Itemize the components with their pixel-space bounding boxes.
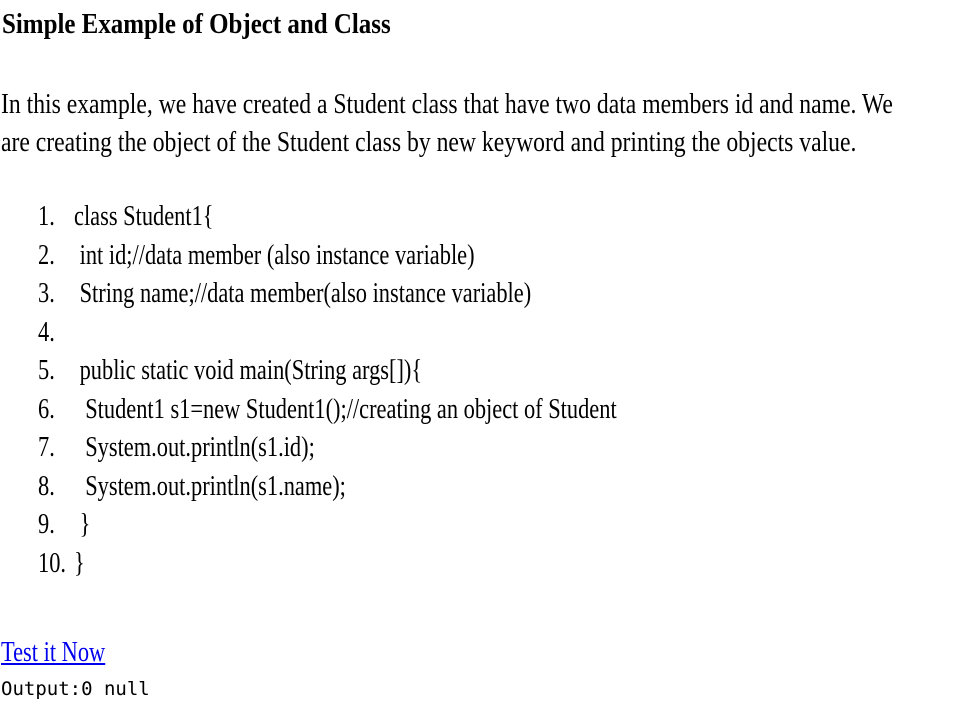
- page-title: Simple Example of Object and Class: [2, 8, 391, 40]
- line-number: 10.: [38, 547, 66, 579]
- line-number: 2.: [38, 239, 55, 271]
- line-number: 1.: [38, 201, 55, 232]
- code-line: [0, 314, 55, 353]
- test-it-now-link[interactable]: Test it Now: [1, 637, 106, 668]
- code-text: }: [74, 509, 91, 540]
- code-line: [0, 468, 346, 507]
- code-text: String name;//data member(also instance variable): [74, 278, 532, 309]
- code-line: [0, 391, 617, 430]
- code-text: class Student1{: [74, 201, 214, 232]
- code-line: [0, 545, 85, 584]
- code-text: System.out.println(s1.id);: [74, 432, 315, 463]
- intro-paragraph: In this example, we have created a Student class that have two data members id and name. We are creating the object of the Student class by new keyword and printing the objects value.: [1, 89, 893, 158]
- code-line: [0, 506, 91, 545]
- line-number: 6.: [38, 393, 55, 425]
- code-listing: [0, 198, 617, 583]
- line-number: 7.: [38, 432, 55, 463]
- line-number: 4.: [38, 316, 55, 348]
- line-number: 9.: [38, 509, 55, 540]
- code-line: [0, 198, 214, 237]
- code-line: [0, 275, 532, 314]
- output-text: Output:0 null: [1, 678, 150, 700]
- code-text: System.out.println(s1.name);: [74, 470, 346, 502]
- code-line: [0, 352, 423, 391]
- code-line: [0, 429, 315, 468]
- code-text: public static void main(String args[]){: [74, 355, 423, 386]
- line-number: 5.: [38, 355, 55, 386]
- code-text: Student1 s1=new Student1();//creating an object of Student: [74, 393, 617, 425]
- line-number: 8.: [38, 470, 55, 502]
- line-number: 3.: [38, 278, 55, 309]
- code-line: [0, 237, 475, 276]
- code-text: int id;//data member (also instance variable): [74, 239, 475, 271]
- code-text: }: [74, 547, 85, 579]
